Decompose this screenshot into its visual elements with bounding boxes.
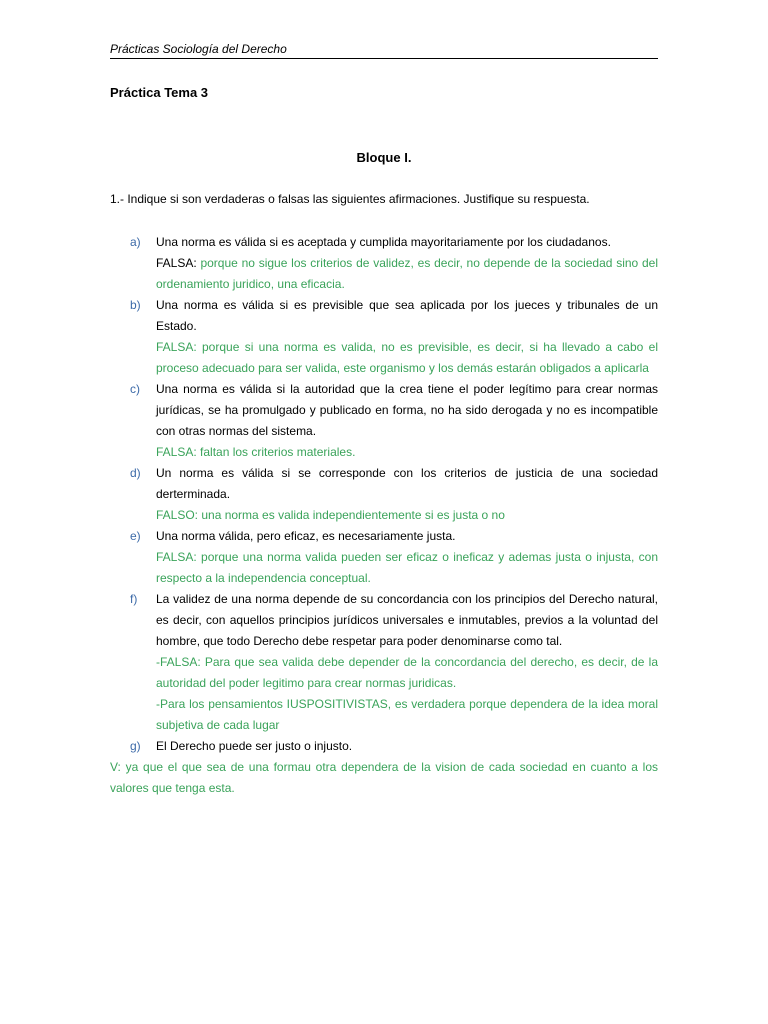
statement-text: Una norma es válida si es previsible que sea aplicada por los jueces y tribunales de un Estado.	[156, 298, 658, 333]
statement-text: Una norma es válida si es aceptada y cumplida mayoritariamente por los ciudadanos.	[156, 235, 611, 249]
header-text: Prácticas Sociología del Derecho	[110, 42, 287, 56]
answer-justification: porque no sigue los criterios de validez, es decir, no depende de la sociedad sino del ordenamiento juridico, una eficacia.	[156, 256, 658, 291]
answer-text: -FALSA: Para que sea valida debe depender de la concordancia del derecho, es decir, de la autoridad del poder legitimo para crear normas juridicas.	[156, 655, 658, 690]
item-marker: c)	[130, 382, 140, 396]
list-item	[110, 379, 658, 463]
final-answer: V: ya que el que sea de una formau otra dependera de la vision de cada sociedad en cuanto a los valores que tenga esta.	[110, 760, 658, 795]
statement-list	[110, 232, 658, 799]
answer-text	[156, 253, 658, 295]
statement-text: Una norma válida, pero eficaz, es necesariamente justa.	[156, 529, 456, 543]
answer-text-secondary: -Para los pensamientos IUSPOSITIVISTAS, es verdadera porque dependera de la idea moral subjetiva de cada lugar	[156, 697, 658, 732]
page-title: Práctica Tema 3	[110, 85, 209, 100]
question-text: 1.- Indique si son verdaderas o falsas las siguientes afirmaciones. Justifique su respuesta.	[110, 192, 590, 206]
statement-text: El Derecho puede ser justo o injusto.	[156, 739, 353, 753]
list-item	[110, 295, 658, 379]
answer-text: FALSA: porque una norma valida pueden ser eficaz o ineficaz y ademas justa o injusta, con respecto a la independencia conceptual.	[156, 550, 658, 585]
block-title: Bloque I.	[356, 150, 412, 165]
item-marker: a)	[130, 235, 141, 249]
list-item	[110, 232, 658, 295]
list-item	[110, 736, 658, 757]
item-marker: d)	[130, 466, 141, 480]
list-item	[110, 589, 658, 736]
answer-text: FALSA: porque si una norma es valida, no es previsible, es decir, si ha llevado a cabo el proceso adecuado para ser valida, este organismo y los demás estarán obligados a aplicarla	[156, 340, 658, 375]
statement-text: La validez de una norma depende de su concordancia con los principios del Derecho natural, es decir, con aquellos principios jurídicos universales e inmutables, previos a la voluntad del hombre, que todo Derecho debe respetar para poder denominarse como tal.	[156, 592, 658, 648]
statement-text: Una norma es válida si la autoridad que la crea tiene el poder legítimo para crear normas jurídicas, se ha promulgado y publicado en forma, no ha sido derogada y no es incompatible con otras normas del sistema.	[156, 382, 658, 438]
answer-text: FALSO: una norma es valida independientemente si es justa o no	[156, 508, 505, 522]
item-marker: b)	[130, 298, 141, 312]
list-item	[110, 526, 658, 589]
item-marker: e)	[130, 529, 141, 543]
list-item	[110, 463, 658, 526]
answer-text: FALSA: faltan los criterios materiales.	[156, 445, 356, 459]
answer-label: FALSA:	[156, 256, 197, 270]
item-marker: f)	[130, 592, 138, 606]
item-marker: g)	[130, 739, 141, 753]
page-header	[110, 42, 658, 59]
statement-text: Un norma es válida si se corresponde con los criterios de justicia de una sociedad derterminada.	[156, 466, 658, 501]
